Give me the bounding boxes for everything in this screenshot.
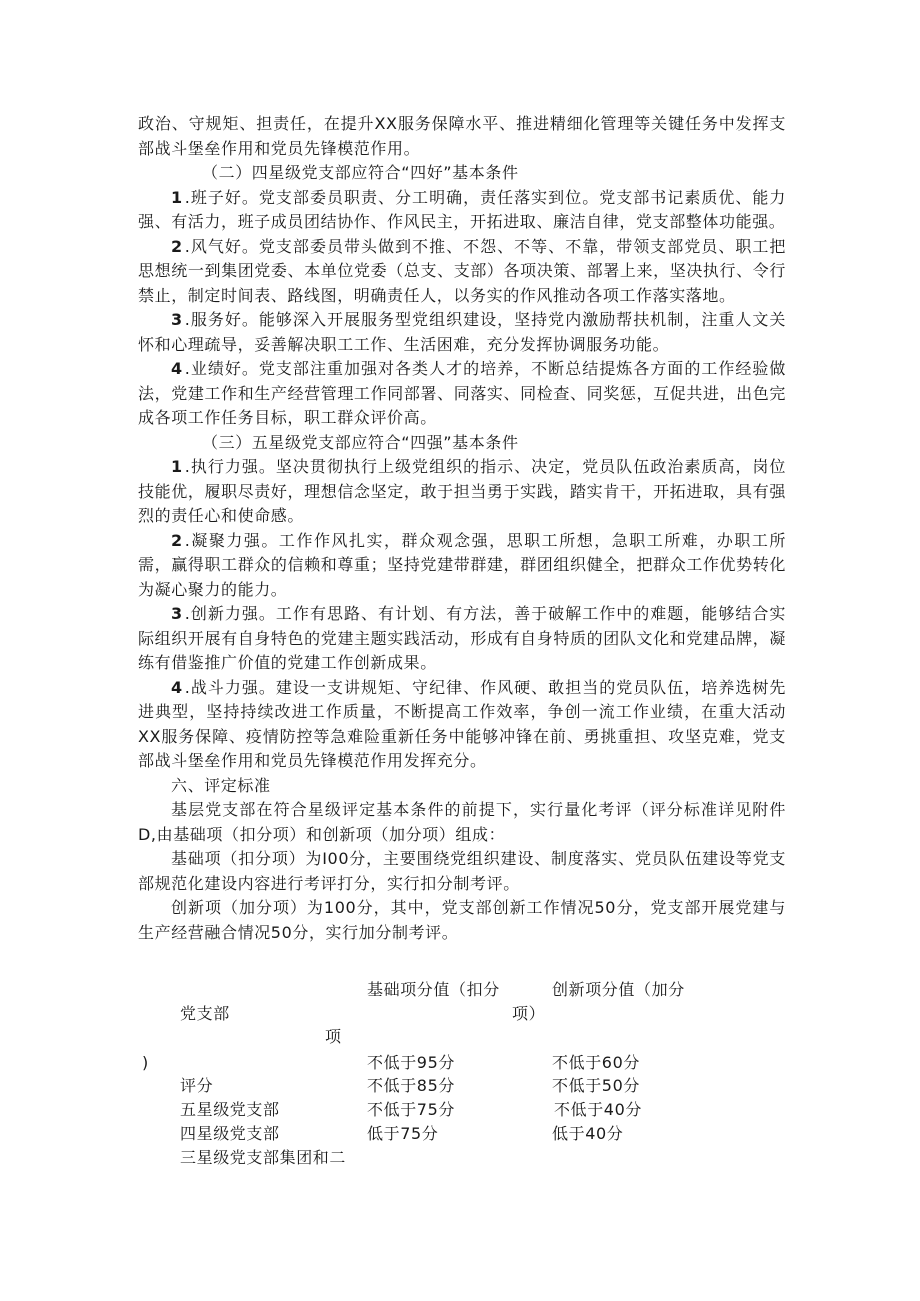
- list-item: [138, 308, 786, 357]
- paragraph: 基础项（扣分项）为I00分，主要围绕党组织建设、制度落实、党员队伍建设等党支部规范化建设内容进行考评打分，实行扣分制考评。: [138, 849, 786, 893]
- table-header-innovation-cont: 项）: [512, 1004, 546, 1023]
- table-row-label: 三星级党支部集团和二: [180, 1148, 347, 1167]
- item-number: 3: [171, 604, 183, 623]
- table-col-branch: 党支部: [180, 1004, 230, 1023]
- item-number: 4: [171, 359, 183, 378]
- table-header-base: 基础项分值（扣分: [367, 980, 500, 999]
- item-text: .风气好。党支部委员带头做到不推、不怨、不等、不靠，带领支部党员、职工把思想统一到集团党委、本单位党委（总支、支部）各项决策、部署上来，坚决执行、令行禁止，制定时间表、路线图，明确责任人，以务实的作风推动各项工作落实落地。: [138, 236, 786, 305]
- table-cell-innovation: 低于40分: [552, 1124, 624, 1143]
- section-heading: 六、评定标准: [171, 775, 271, 795]
- item-number: 1: [171, 187, 183, 207]
- item-text: .凝聚力强。工作作风扎实，群众观念强，思职工所想，急职工所难，办职工所需，赢得职工群众的信赖和尊重；坚持党建带群建，群团组织健全，把群众工作优势转化为凝心聚力的能力。: [138, 530, 786, 599]
- list-item: [138, 357, 786, 431]
- item-number: 2: [171, 236, 183, 256]
- item-text: .班子好。党支部委员职责、分工明确，责任落实到位。党支部书记素质优、能力强、有活力，班子成员团结协作、作风民主，开拓进取、廉洁自律，党支部整体功能强。: [138, 187, 786, 231]
- item-number: 4: [171, 677, 183, 697]
- item-number: 1: [171, 457, 183, 476]
- table-row-label: 五星级党支部: [180, 1100, 280, 1119]
- table-cell-base: 低于75分: [367, 1124, 439, 1143]
- list-item: [138, 455, 786, 529]
- table-cell-base: 不低于75分: [367, 1100, 455, 1119]
- item-text: .创新力强。工作有思路、有计划、有方法，善于破解工作中的难题，能够结合实际组织开展有自身特色的党建主题实践活动，形成有自身特质的团队文化和党建品牌，凝练有借鉴推广价值的党建工作创新成果。: [138, 604, 786, 672]
- table-cell-innovation: 不低于50分: [552, 1076, 640, 1095]
- item-text: .服务好。能够深入开展服务型党组织建设，坚持党内激励帮扶机制，注重人文关怀和心理疏导，妥善解决职工工作、生活困难，充分发挥协调服务功能。: [138, 310, 786, 354]
- table-row-label: 四星级党支部: [180, 1124, 280, 1143]
- list-item: [138, 235, 786, 309]
- list-item: [138, 602, 786, 676]
- document-body: [138, 112, 786, 945]
- item-text: .执行力强。坚决贯彻执行上级党组织的指示、决定，党员队伍政治素质高，岗位技能优，履职尽责好，理想信念坚定，敢于担当勇于实践，踏实肯干，开拓进取，具有强烈的责任心和使命感。: [138, 457, 786, 525]
- item-number: 2: [171, 530, 183, 550]
- table-header-base-cont: 项: [325, 1027, 342, 1046]
- table-cell-innovation: 不低于40分: [554, 1100, 642, 1119]
- paragraph: 基层党支部在符合星级评定基本条件的前提下，实行量化考评（评分标准详见附件D,由基础项（扣分项）和创新项（加分项）组成：: [138, 800, 786, 844]
- table-header-innovation: 创新项分值（加分: [552, 980, 685, 999]
- item-text: .战斗力强。建设一支讲规矩、守纪律、作风硬、敢担当的党员队伍，培养选树先进典型，坚持持续改进工作质量，不断提高工作效率，争创一流工作业绩，在重大活动XX服务保障、疫情防控等急难险重新任务中能够冲锋在前、勇挑重担、攻坚克难，党支部战斗堡垒作用和党员先锋模范作用发挥充分。: [138, 677, 786, 770]
- section-heading: （三）五星级党支部应符合“四强”基本条件: [202, 432, 519, 452]
- paragraph: 创新项（加分项）为100分，其中，党支部创新工作情况50分，党支部开展党建与生产经营融合情况50分，实行加分制考评。: [138, 898, 786, 942]
- list-item: [138, 529, 786, 603]
- table-row-label: 评分: [180, 1076, 214, 1095]
- section-heading: （二）四星级党支部应符合“四好”基本条件: [202, 163, 519, 182]
- table-cell-base: 不低于85分: [367, 1076, 455, 1095]
- list-item: [138, 676, 786, 774]
- item-number: 3: [171, 310, 183, 329]
- item-text: .业绩好。党支部注重加强对各类人才的培养，不断总结提炼各方面的工作经验做法，党建工作和生产经营管理工作同部署、同落实、同检查、同奖惩，互促共进，出色完成各项工作任务目标，职工群众评价高。: [138, 359, 786, 427]
- paragraph: 政治、守规矩、担责任，在提升XX服务保障水平、推进精细化管理等关键任务中发挥支部战斗堡垒作用和党员先锋模范作用。: [138, 114, 786, 158]
- table-cell-innovation: 不低于60分: [552, 1053, 640, 1072]
- table-cell-base: 不低于95分: [367, 1053, 455, 1072]
- table-paren: ): [142, 1053, 149, 1072]
- list-item: [138, 186, 786, 235]
